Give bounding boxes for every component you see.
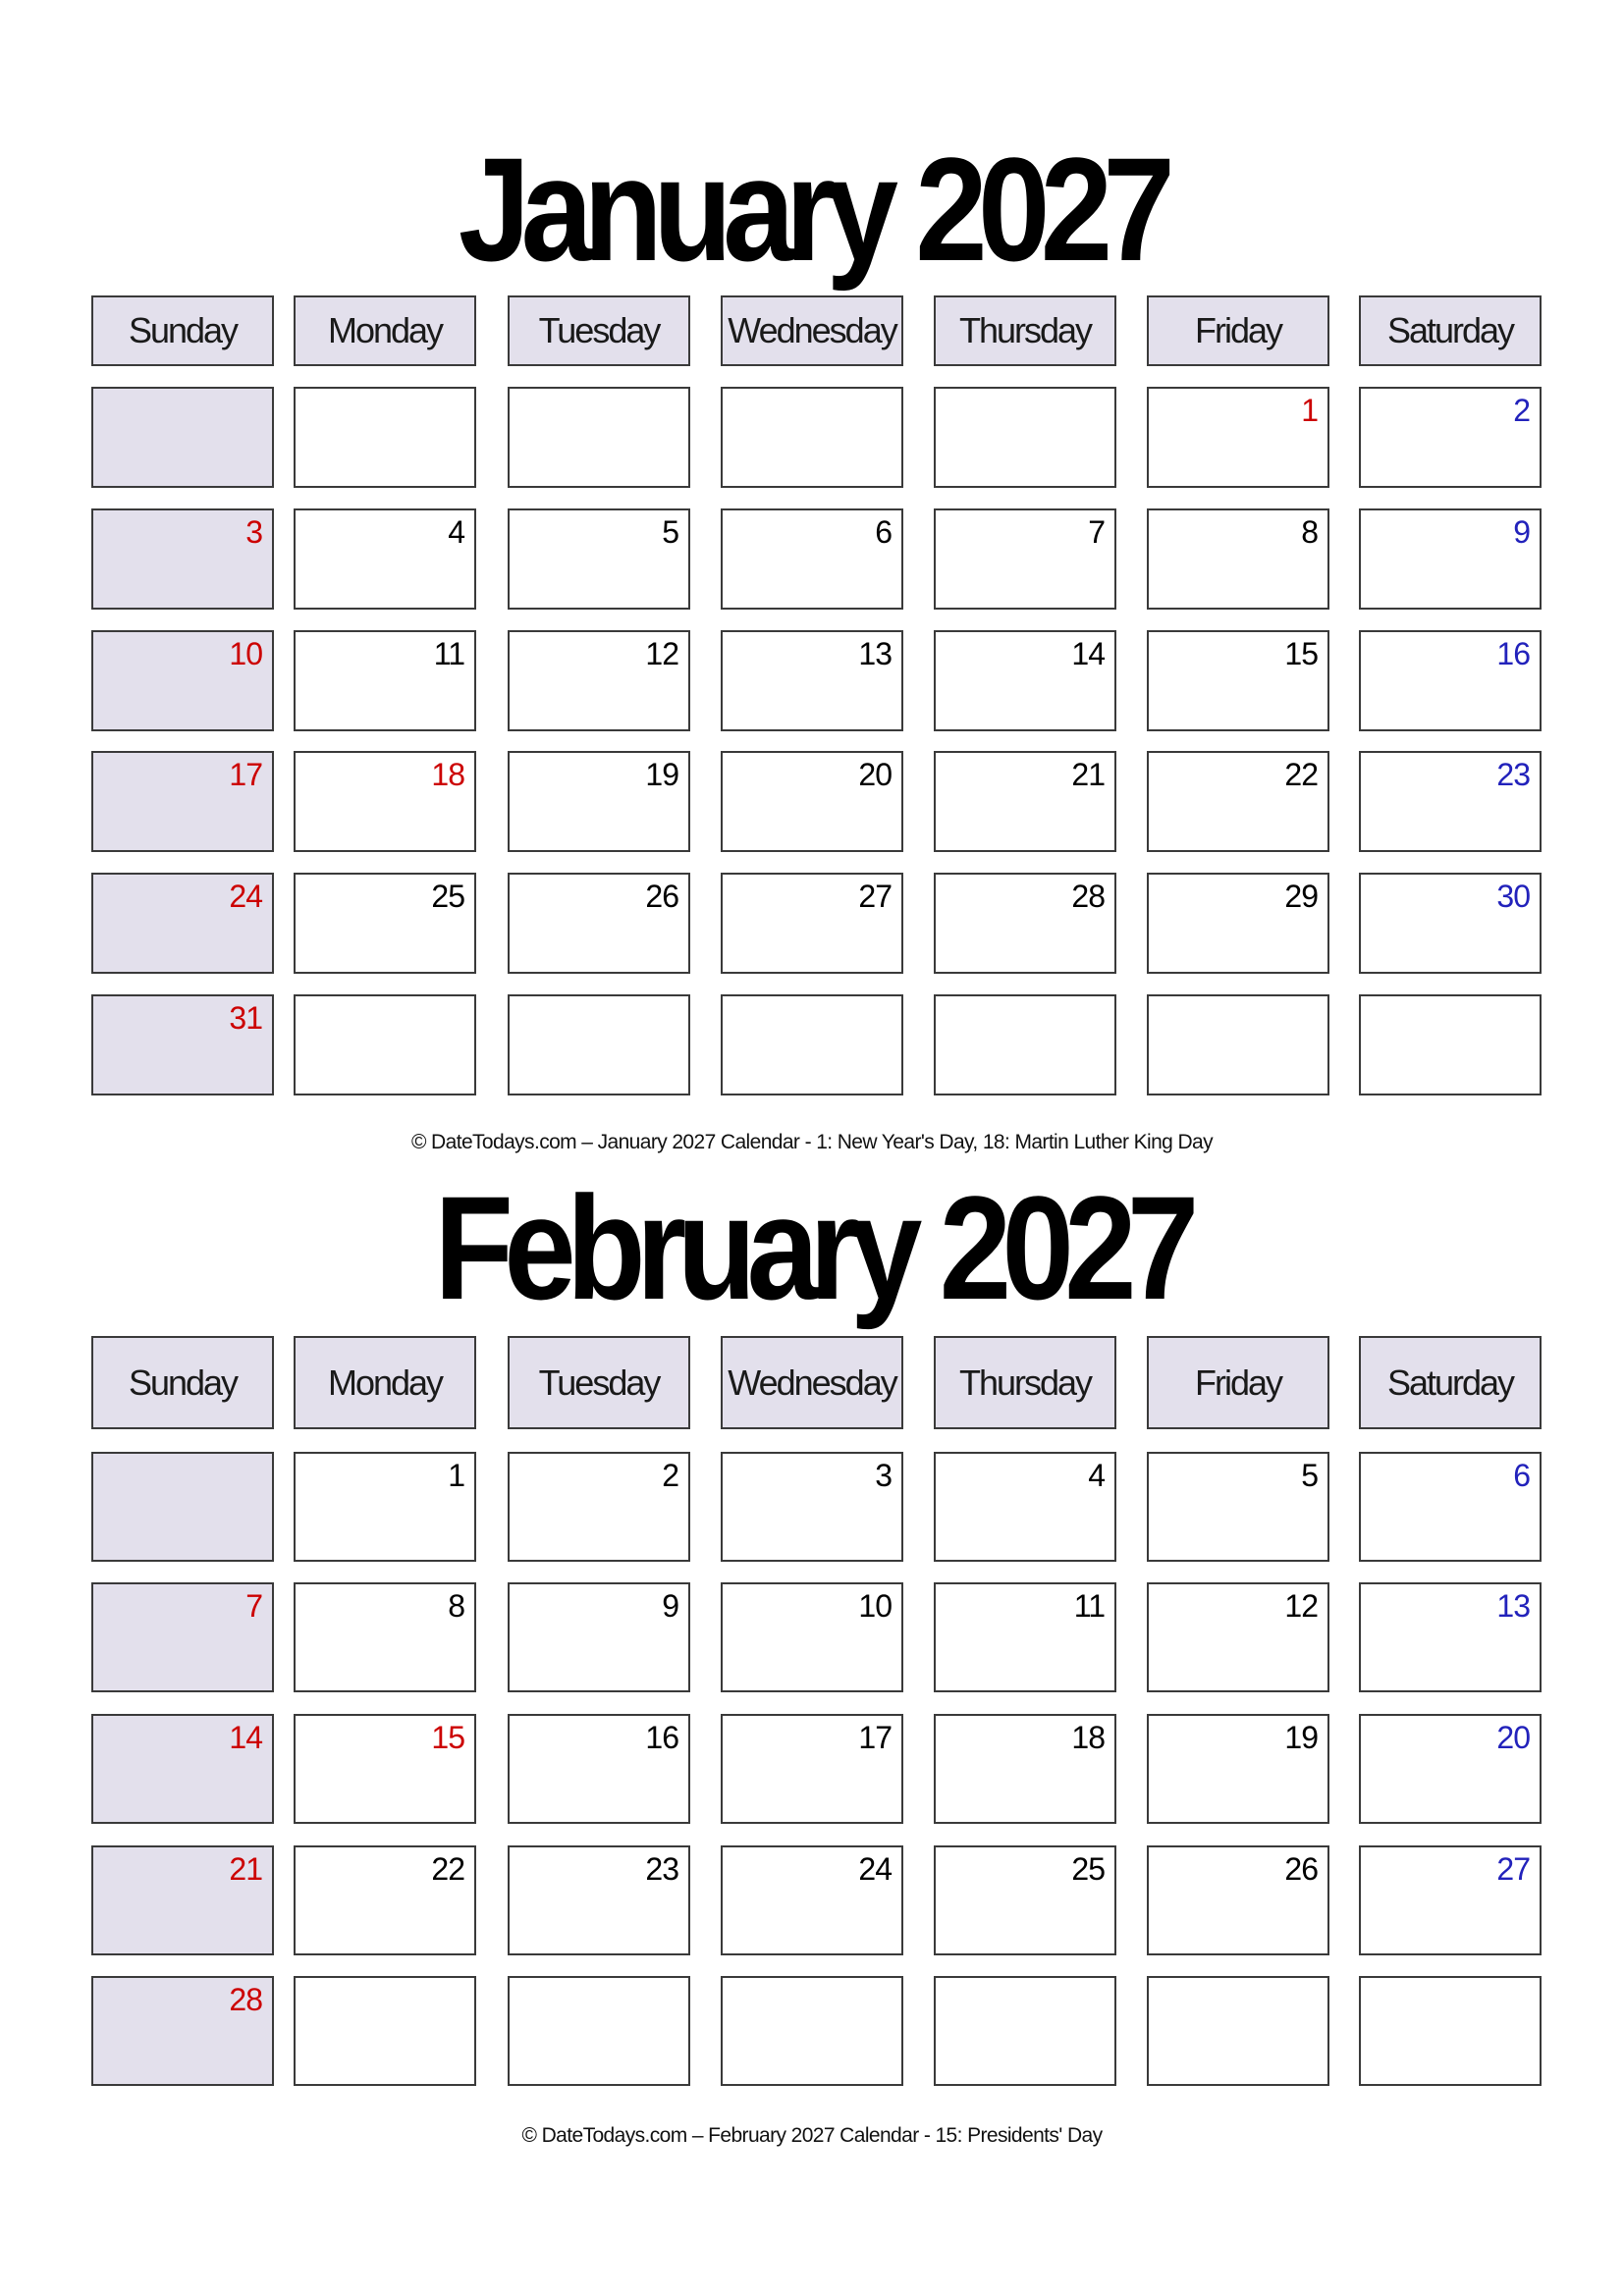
weekday-header-thursday: Thursday (934, 1336, 1116, 1429)
weekday-header-friday: Friday (1147, 295, 1329, 366)
weekday-header-tuesday: Tuesday (508, 1336, 690, 1429)
day-number: 11 (433, 636, 464, 671)
day-number: 16 (645, 1720, 678, 1755)
day-number: 30 (1496, 879, 1530, 914)
day-cell-24 (721, 1845, 903, 1955)
day-cell-31 (91, 994, 274, 1095)
day-number: 28 (1071, 879, 1105, 914)
day-cell-22 (1147, 751, 1329, 852)
day-number: 5 (1301, 1458, 1318, 1493)
weekday-header-wednesday: Wednesday (721, 1336, 903, 1429)
empty-day-cell (721, 994, 903, 1095)
day-cell-3 (721, 1452, 903, 1562)
empty-day-cell (508, 1976, 690, 2086)
weekday-header-saturday: Saturday (1359, 1336, 1542, 1429)
day-cell-12 (1147, 1582, 1329, 1692)
weekday-header-wednesday: Wednesday (721, 295, 903, 366)
day-cell-17 (91, 751, 274, 852)
empty-day-cell (508, 387, 690, 488)
empty-day-cell (934, 1976, 1116, 2086)
day-cell-23 (1359, 751, 1542, 852)
day-cell-9 (1359, 508, 1542, 610)
day-cell-25 (934, 1845, 1116, 1955)
day-cell-11 (934, 1582, 1116, 1692)
day-cell-30 (1359, 873, 1542, 974)
day-cell-28 (91, 1976, 274, 2086)
day-cell-9 (508, 1582, 690, 1692)
day-cell-2 (1359, 387, 1542, 488)
day-number: 23 (1496, 757, 1530, 792)
day-number: 20 (1496, 1720, 1530, 1755)
day-cell-17 (721, 1714, 903, 1824)
day-number: 19 (645, 757, 678, 792)
day-cell-7 (91, 1582, 274, 1692)
day-number: 11 (1073, 1588, 1105, 1624)
day-cell-14 (91, 1714, 274, 1824)
day-cell-23 (508, 1845, 690, 1955)
day-cell-5 (1147, 1452, 1329, 1562)
day-cell-15 (1147, 630, 1329, 731)
month-title: January 2027 (458, 127, 1166, 292)
day-cell-4 (934, 1452, 1116, 1562)
weekday-header-friday: Friday (1147, 1336, 1329, 1429)
day-cell-6 (1359, 1452, 1542, 1562)
day-cell-25 (294, 873, 476, 974)
day-number: 13 (858, 636, 892, 671)
calendar-footer: © DateTodays.com – January 2027 Calendar - 1: New Year's Day, 18: Martin Luther King Day (410, 1131, 1214, 1153)
day-cell-2 (508, 1452, 690, 1562)
day-number: 10 (858, 1588, 892, 1624)
day-cell-10 (721, 1582, 903, 1692)
day-number: 6 (1513, 1458, 1530, 1493)
empty-day-cell (1359, 994, 1542, 1095)
day-number: 18 (431, 757, 464, 792)
day-cell-26 (508, 873, 690, 974)
day-cell-5 (508, 508, 690, 610)
day-number: 1 (1301, 393, 1318, 428)
day-number: 17 (229, 757, 262, 792)
day-cell-16 (508, 1714, 690, 1824)
day-number: 8 (448, 1588, 464, 1624)
month-title: February 2027 (434, 1165, 1190, 1330)
empty-day-cell (721, 387, 903, 488)
day-number: 6 (875, 514, 892, 550)
empty-day-cell (294, 994, 476, 1095)
day-cell-4 (294, 508, 476, 610)
day-number: 7 (245, 1588, 262, 1624)
day-cell-27 (721, 873, 903, 974)
day-number: 3 (245, 514, 262, 550)
day-number: 27 (858, 879, 892, 914)
empty-day-cell (934, 387, 1116, 488)
day-cell-12 (508, 630, 690, 731)
day-number: 4 (448, 514, 464, 550)
day-number: 10 (229, 636, 262, 671)
day-cell-20 (1359, 1714, 1542, 1824)
empty-day-cell (721, 1976, 903, 2086)
day-number: 20 (858, 757, 892, 792)
weekday-header-saturday: Saturday (1359, 295, 1542, 366)
day-cell-27 (1359, 1845, 1542, 1955)
day-cell-28 (934, 873, 1116, 974)
day-number: 13 (1496, 1588, 1530, 1624)
empty-day-cell (508, 994, 690, 1095)
calendar-footer: © DateTodays.com – February 2027 Calendar - 15: Presidents' Day (521, 2124, 1103, 2147)
day-cell-26 (1147, 1845, 1329, 1955)
day-number: 2 (662, 1458, 678, 1493)
weekday-header-monday: Monday (294, 1336, 476, 1429)
day-cell-15 (294, 1714, 476, 1824)
day-number: 22 (1284, 757, 1318, 792)
day-cell-1 (294, 1452, 476, 1562)
day-number: 23 (645, 1851, 678, 1887)
day-cell-21 (91, 1845, 274, 1955)
day-number: 5 (662, 514, 678, 550)
day-cell-10 (91, 630, 274, 731)
weekday-header-sunday: Sunday (91, 295, 274, 366)
day-number: 14 (229, 1720, 262, 1755)
empty-day-cell (294, 1976, 476, 2086)
day-number: 16 (1496, 636, 1530, 671)
day-number: 14 (1071, 636, 1105, 671)
day-cell-11 (294, 630, 476, 731)
day-cell-29 (1147, 873, 1329, 974)
empty-day-cell (934, 994, 1116, 1095)
day-number: 2 (1513, 393, 1530, 428)
empty-day-cell (91, 387, 274, 488)
day-cell-24 (91, 873, 274, 974)
day-number: 3 (875, 1458, 892, 1493)
day-cell-18 (294, 751, 476, 852)
empty-day-cell (1147, 994, 1329, 1095)
weekday-header-sunday: Sunday (91, 1336, 274, 1429)
day-number: 19 (1284, 1720, 1318, 1755)
weekday-header-thursday: Thursday (934, 295, 1116, 366)
day-number: 12 (645, 636, 678, 671)
day-number: 15 (431, 1720, 464, 1755)
day-cell-8 (1147, 508, 1329, 610)
day-number: 22 (431, 1851, 464, 1887)
day-number: 8 (1301, 514, 1318, 550)
day-number: 28 (229, 1982, 262, 2017)
day-cell-8 (294, 1582, 476, 1692)
day-number: 31 (229, 1000, 262, 1036)
day-cell-13 (1359, 1582, 1542, 1692)
day-cell-21 (934, 751, 1116, 852)
day-cell-14 (934, 630, 1116, 731)
day-number: 12 (1284, 1588, 1318, 1624)
day-number: 1 (448, 1458, 464, 1493)
empty-day-cell (1359, 1976, 1542, 2086)
day-number: 27 (1496, 1851, 1530, 1887)
day-cell-19 (1147, 1714, 1329, 1824)
day-number: 9 (662, 1588, 678, 1624)
day-number: 17 (858, 1720, 892, 1755)
day-cell-18 (934, 1714, 1116, 1824)
day-cell-3 (91, 508, 274, 610)
day-number: 21 (229, 1851, 262, 1887)
day-number: 21 (1071, 757, 1105, 792)
empty-day-cell (1147, 1976, 1329, 2086)
day-number: 15 (1284, 636, 1318, 671)
day-number: 18 (1071, 1720, 1105, 1755)
day-number: 24 (229, 879, 262, 914)
weekday-header-monday: Monday (294, 295, 476, 366)
day-number: 26 (645, 879, 678, 914)
day-number: 24 (858, 1851, 892, 1887)
day-cell-20 (721, 751, 903, 852)
day-number: 26 (1284, 1851, 1318, 1887)
day-number: 29 (1284, 879, 1318, 914)
empty-day-cell (294, 387, 476, 488)
day-number: 4 (1088, 1458, 1105, 1493)
day-cell-22 (294, 1845, 476, 1955)
day-cell-7 (934, 508, 1116, 610)
day-cell-19 (508, 751, 690, 852)
day-number: 25 (431, 879, 464, 914)
day-cell-6 (721, 508, 903, 610)
day-cell-16 (1359, 630, 1542, 731)
day-number: 25 (1071, 1851, 1105, 1887)
weekday-header-tuesday: Tuesday (508, 295, 690, 366)
empty-day-cell (91, 1452, 274, 1562)
day-number: 9 (1513, 514, 1530, 550)
day-cell-1 (1147, 387, 1329, 488)
day-number: 7 (1088, 514, 1105, 550)
day-cell-13 (721, 630, 903, 731)
